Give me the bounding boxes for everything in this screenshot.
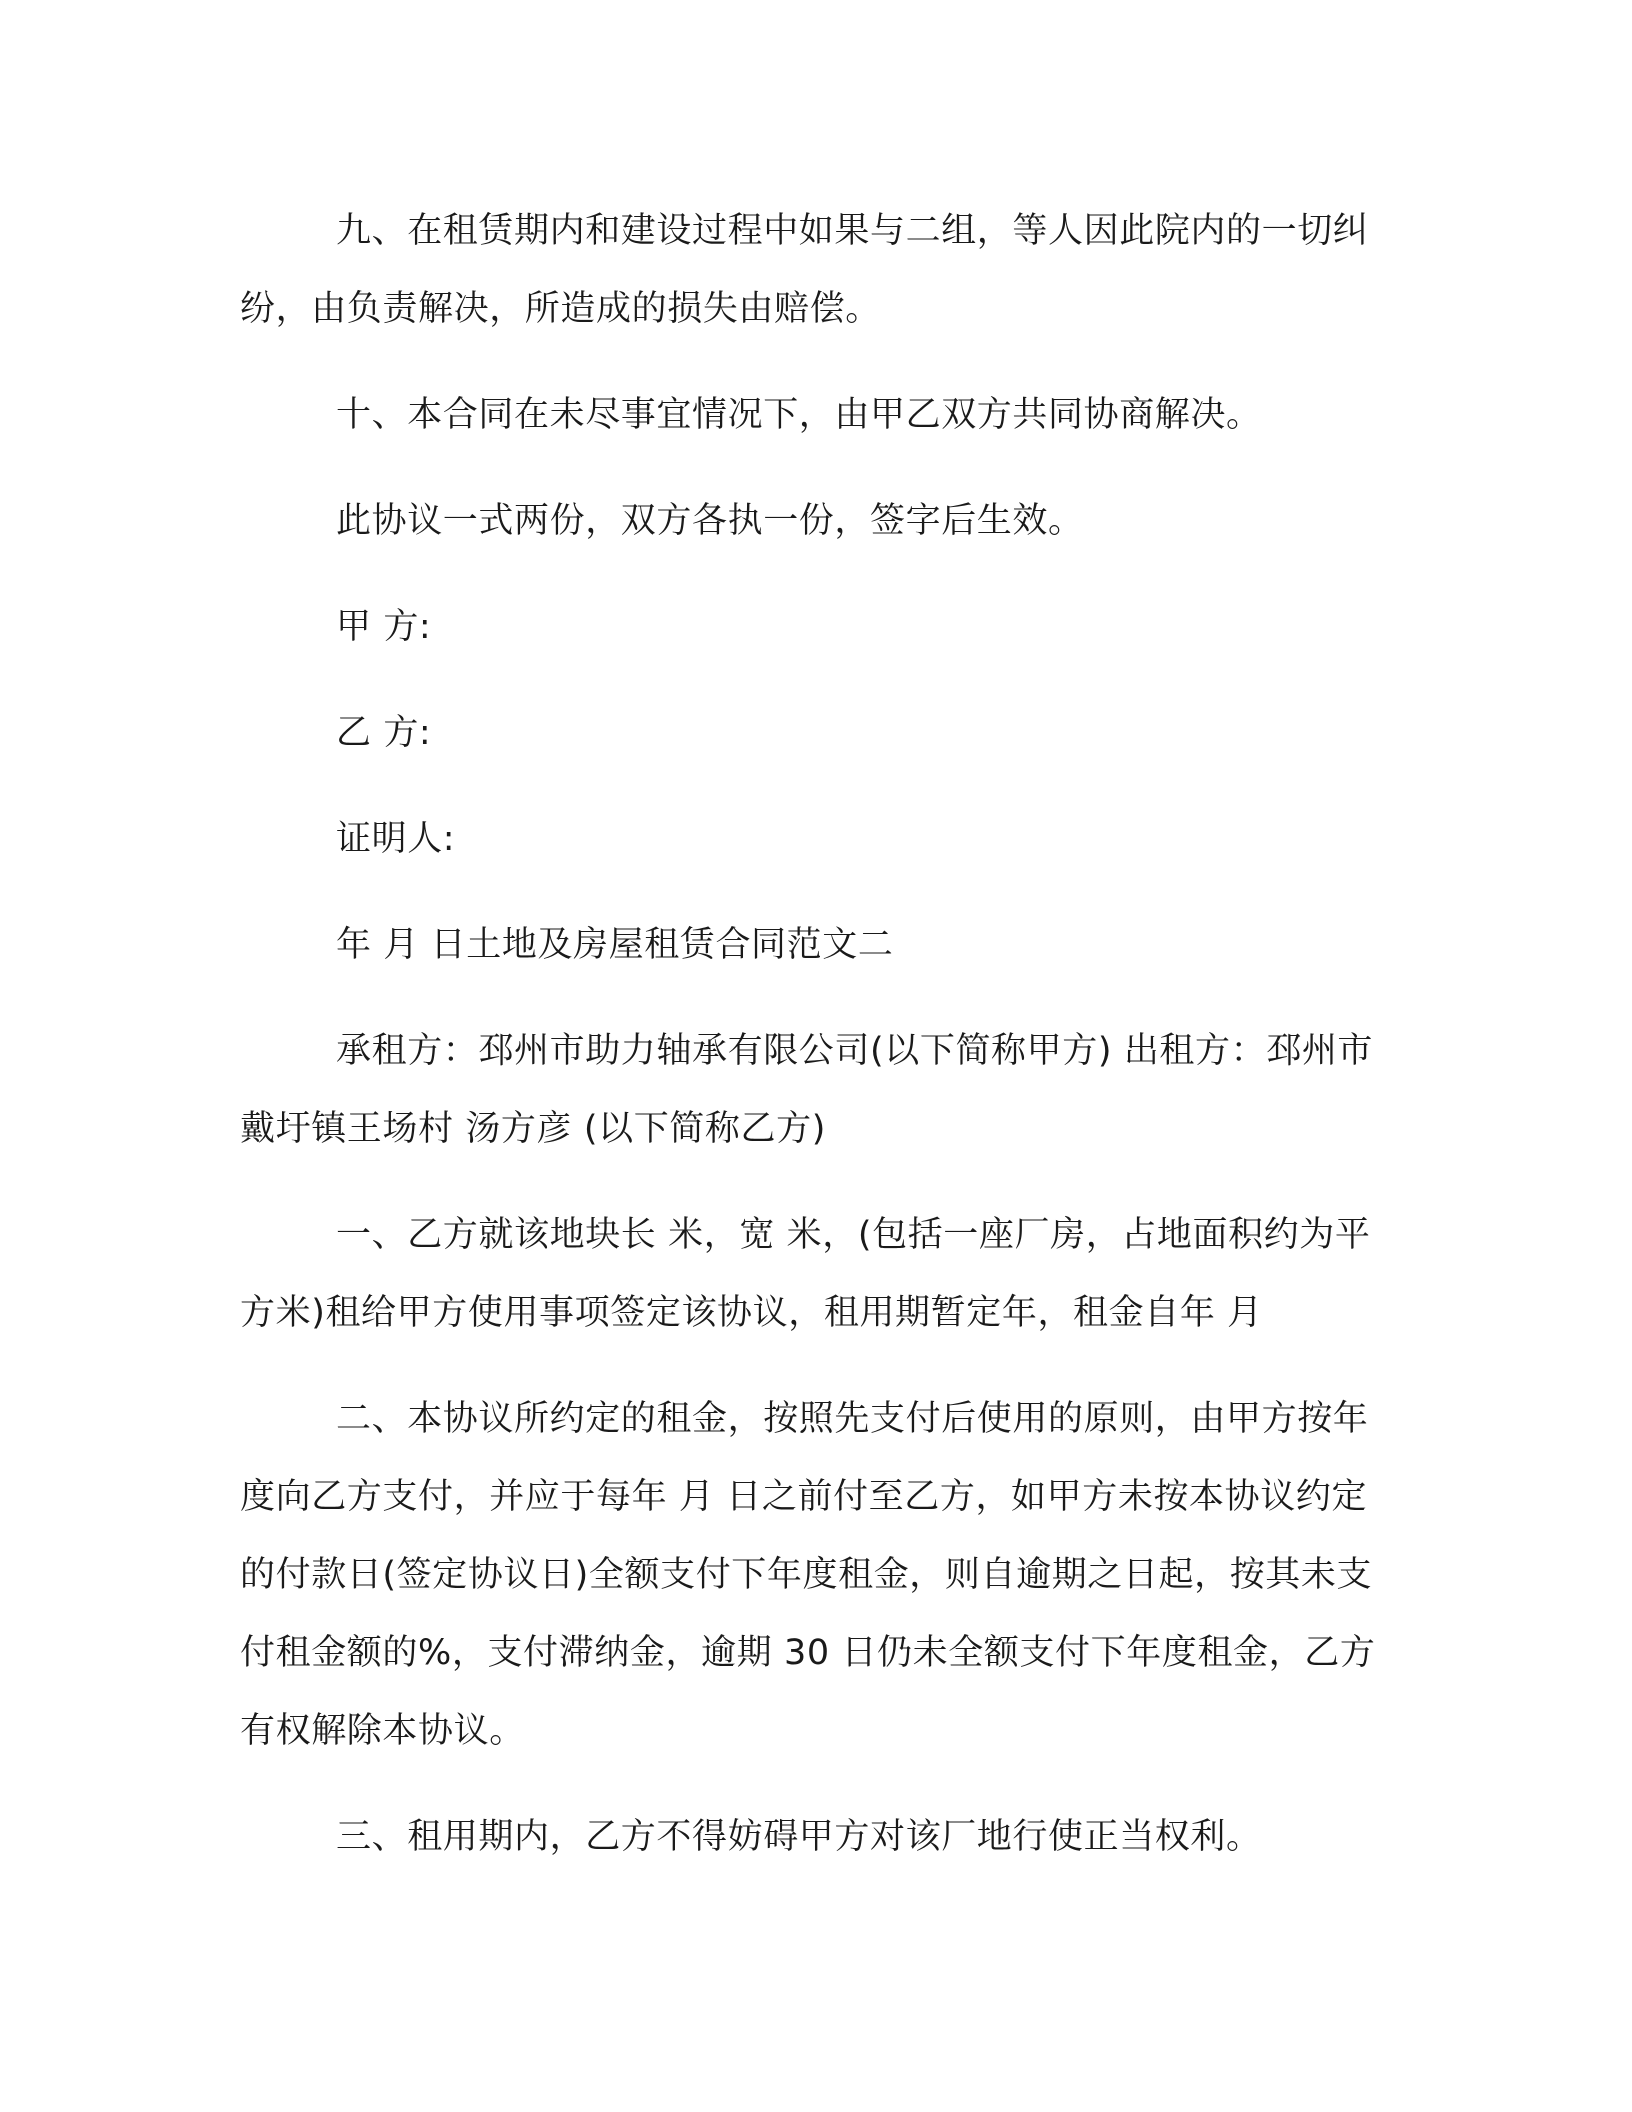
clause-nine: 九、在租赁期内和建设过程中如果与二组，等人因此院内的一切纠纷，由负责解决，所造成的损失由赔偿。 [240, 211, 1369, 329]
parties-statement: 承租方：邳州市助力轴承有限公司(以下简称甲方) 出租方：邳州市戴圩镇王场村 汤方彦 (以下简称乙方) [240, 1031, 1374, 1149]
section-title-sample-two: 年 月 日土地及房屋租赁合同范文二 [336, 925, 894, 965]
clause-ten: 十、本合同在未尽事宜情况下，由甲乙双方共同协商解决。 [336, 395, 1262, 435]
witness-signature-line: 证明人: [336, 819, 456, 859]
copies-statement: 此协议一式两份，双方各执一份，签字后生效。 [336, 501, 1084, 541]
party-b-signature-line: 乙 方: [336, 713, 432, 753]
clause-one: 一、乙方就该地块长 米，宽 米，(包括一座厂房，占地面积约为平方米)租给甲方使用事项签定该协议，租用期暂定年，租金自年 月 [240, 1215, 1371, 1333]
clause-three: 三、租用期内，乙方不得妨碍甲方对该厂地行使正当权利。 [336, 1817, 1262, 1857]
party-a-signature-line: 甲 方: [336, 607, 432, 647]
document-body [240, 192, 1380, 1876]
clause-two: 二、本协议所约定的租金，按照先支付后使用的原则，由甲方按年度向乙方支付，并应于每年 月 日之前付至乙方，如甲方未按本协议约定的付款日(签定协议日)全额支付下年度租金，则自逾期之日起，按其未支付租金额的%，支付滞纳金，逾期 30 日仍未全额支付下年度租金，乙方有权解除本协议。 [240, 1399, 1376, 1751]
